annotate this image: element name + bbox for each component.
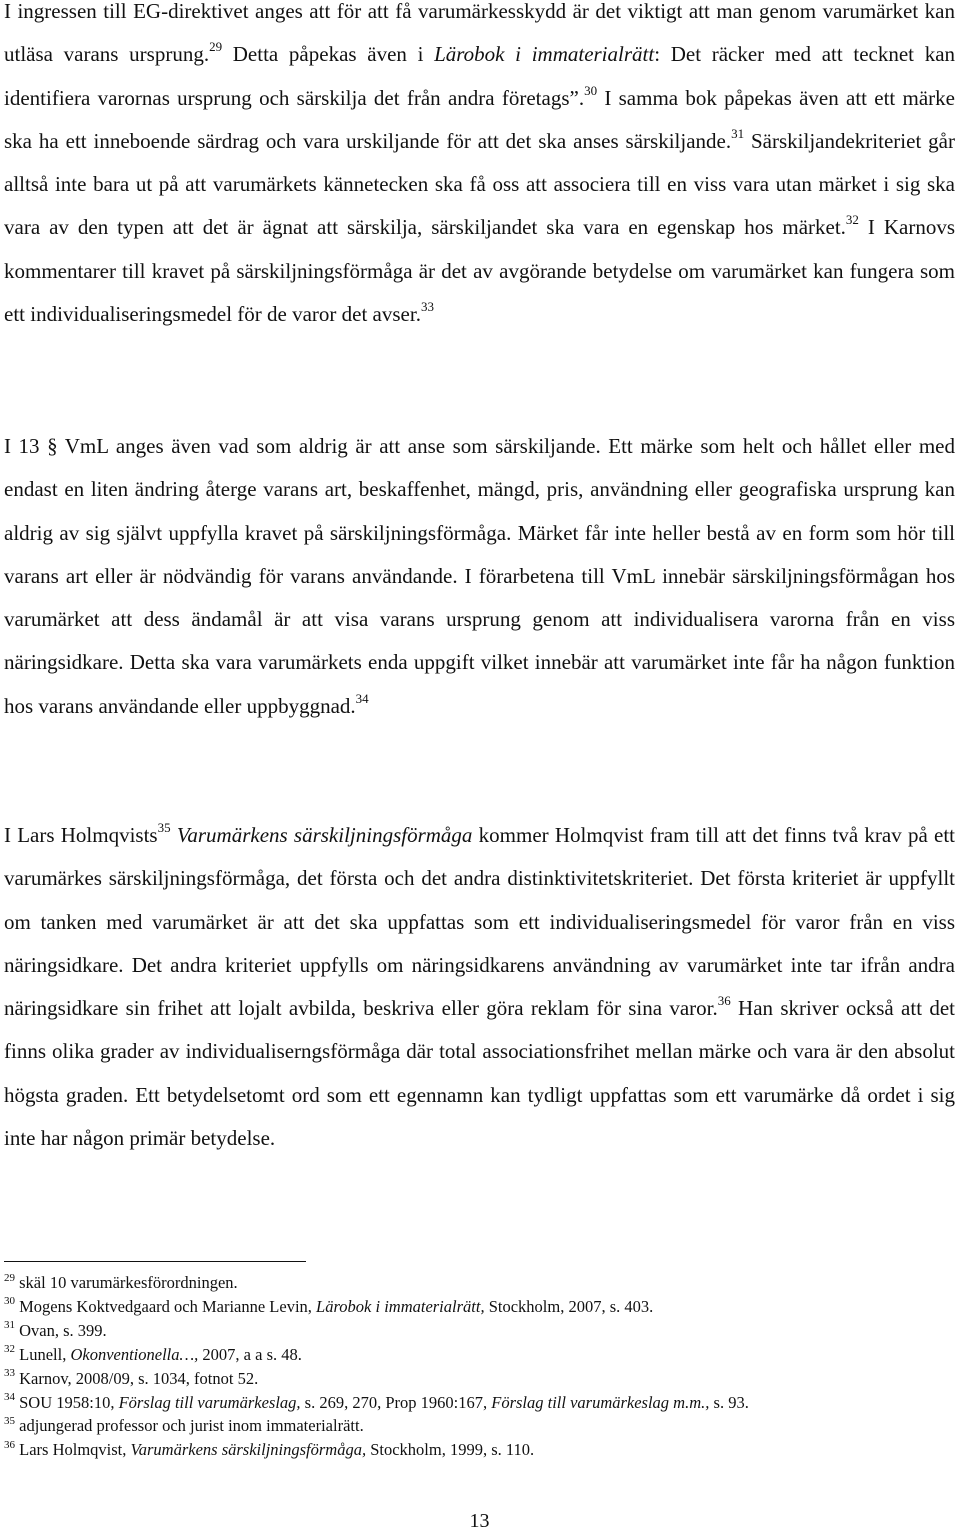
text-run: Mogens Koktvedgaard och Marianne Levin, [15, 1296, 317, 1316]
text-run: Lunell, [15, 1344, 71, 1364]
italic-title: Varumärkens särskiljningsförmåga [176, 823, 473, 847]
footnote-number: 29 [4, 1271, 15, 1284]
paragraph-3 [4, 814, 955, 1160]
footnote-32 [4, 1343, 955, 1367]
text-run: Särskiljandekriteriet går alltså inte bara ut på att varumärkets kännetecken ska få oss att associera till en viss vara utan märket i sig ska vara av den typen att det är ägnat att särskilja, särskiljandet ska vara en egenskap hos märket. [4, 128, 955, 240]
footnote-31 [4, 1319, 955, 1343]
text-run: I ingressen till EG-direktivet anges att för att få varumärkesskydd är det viktigt att man genom varumärket kan utläsa varans ursprung. [4, 0, 955, 67]
footnote-number: 33 [4, 1367, 15, 1380]
italic-title: Förslag till varumärkeslag, [118, 1392, 301, 1412]
footnote-number: 32 [4, 1343, 15, 1356]
footnote-reference: 29 [209, 39, 223, 55]
italic-title: Förslag till varumärkeslag m.m., [491, 1392, 710, 1412]
text-run: 2007, a a s. 48. [198, 1344, 302, 1364]
paragraph-1 [4, 0, 955, 336]
text-run: kommer Holmqvist fram till att det finns två krav på ett varumärkes särskiljningsförmåga, det första och det andra distinktivitetskriteriet. Det första kriteriet är uppfyllt om tanken med varumärket är att det ska uppfattas som ett individualiseringsmedel för varor från en viss näringsidkare. Det andra kriteriet uppfylls om näringsidkarens användning av varumärket inte tar ifrån andra näringsidkare sin frihet att lojalt avbilda, beskriva eller göra reklam för sina varor. [4, 823, 955, 1021]
footnote-separator [4, 1261, 306, 1262]
paragraph-2 [4, 425, 955, 728]
footnote-reference: 30 [584, 82, 598, 98]
footnotes-list [4, 1271, 955, 1462]
italic-title: Okonventionella…, [70, 1344, 199, 1364]
footnote-35 [4, 1414, 955, 1438]
footnote-33 [4, 1367, 955, 1391]
italic-title: Varumärkens särskiljningsförmåga, [130, 1440, 367, 1460]
footnote-34 [4, 1391, 955, 1415]
page-number: 13 [469, 1510, 490, 1532]
footnote-reference: 31 [731, 125, 745, 141]
text-run: adjungerad professor och jurist inom immaterialrätt. [15, 1416, 364, 1436]
text-run: SOU 1958:10, [15, 1392, 119, 1412]
text-run: skäl 10 varumärkesförordningen. [15, 1273, 238, 1292]
footnote-number: 36 [4, 1438, 15, 1451]
text-run: : Det räcker med att tecknet kan identifiera varornas ursprung och särskilja det från andra företags”. [4, 42, 956, 110]
italic-title: Lärobok i immaterialrätt [434, 42, 655, 67]
text-run: Stockholm, 2007, s. 403. [484, 1296, 654, 1316]
italic-title: Lärobok i immaterialrätt, [316, 1296, 485, 1316]
text-run: I 13 § VmL anges även vad som aldrig är att anse som särskiljande. Ett märke som helt och hållet eller med endast en liten ändring återge varans art, beskaffenhet, mängd, pris, användning eller geografiska ursprung kan aldrig av sig självt uppfylla kravet på särskiljningsförmåga. Märket får inte heller bestå av en form som hör till varans art eller är nödvändig för varans användande. I förarbetena till VmL innebär särskiljningsförmågan hos varumärket att dess ändamål är att visa varans ursprung genom att individualisera varorna från en viss näringsidkare. Detta ska vara varumärkets enda uppgift vilket innebär att varumärket inte får ha någon funktion hos varans användande eller uppbyggnad. [4, 434, 955, 718]
footnote-29 [4, 1271, 955, 1295]
footnote-reference: 34 [355, 690, 369, 706]
footnote-number: 35 [4, 1414, 15, 1427]
text-run: I Lars Holmqvists [4, 823, 158, 847]
text-run: Detta påpekas även i [222, 42, 435, 67]
footnote-36 [4, 1438, 955, 1462]
text-run: Stockholm, 1999, s. 110. [366, 1440, 535, 1460]
footnote-number: 34 [4, 1391, 15, 1404]
footnote-reference: 33 [420, 299, 434, 315]
footnote-reference: 32 [845, 212, 859, 228]
text-run: s. 93. [709, 1392, 749, 1412]
text-run: I Karnovs kommentarer till kravet på särskiljningsförmåga är det av avgörande betydelse om varumärket kan fungera som ett individualiseringsmedel för de varor det avser. [4, 215, 955, 327]
footnote-number: 31 [4, 1319, 15, 1332]
text-run: Lars Holmqvist, [15, 1440, 131, 1460]
text-run: Han skriver också att det finns olika grader av individualiserngsförmåga där total associationsfrihet mellan märke och vara är den absolut högsta graden. Ett betydelsetomt ord som ett egennamn kan tydligt uppfattas som ett varumärke då ordet i sig inte har någon primär betydelse. [4, 996, 955, 1151]
footnote-number: 30 [4, 1295, 15, 1308]
footnote-30 [4, 1295, 955, 1319]
text-run: s. 269, 270, Prop 1960:167, [300, 1392, 492, 1412]
text-run: I samma bok påpekas även att ett märke ska ha ett inneboende särdrag och vara urskiljande för att det ska anses särskiljande. [4, 85, 955, 153]
text-run: Ovan, s. 399. [15, 1320, 107, 1340]
footnote-reference: 36 [717, 993, 731, 1009]
text-run: Karnov, 2008/09, s. 1034, fotnot 52. [15, 1368, 259, 1388]
footnote-reference: 35 [157, 820, 171, 835]
